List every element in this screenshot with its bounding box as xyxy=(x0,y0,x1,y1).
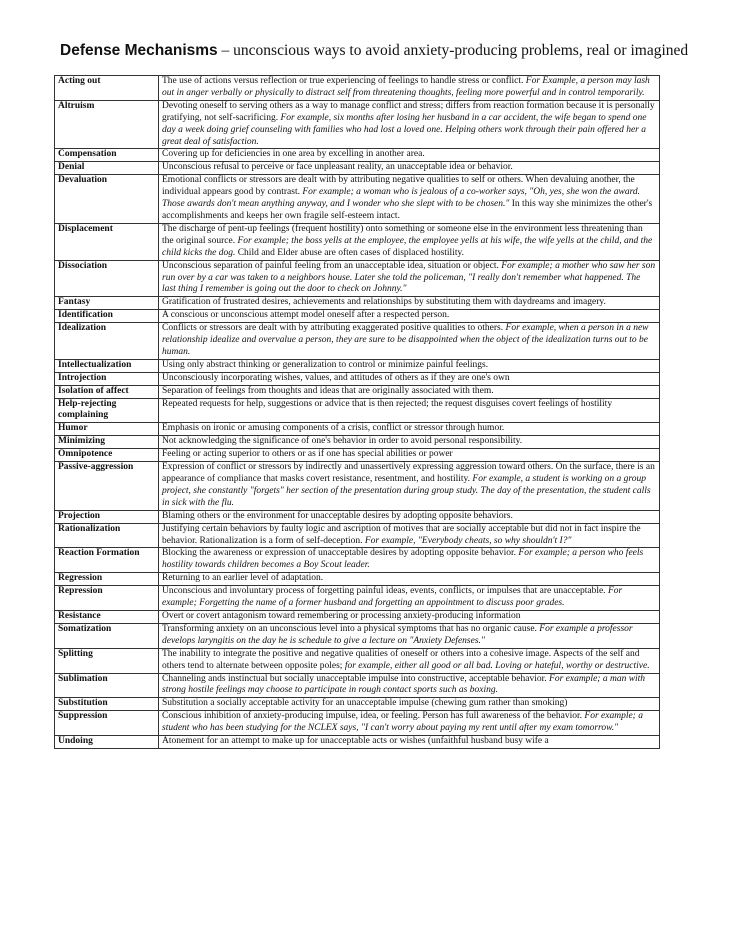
mechanism-term: Humor xyxy=(55,423,159,436)
mechanism-term: Compensation xyxy=(55,149,159,162)
definition-text: Justifying certain behaviors by faulty logic and ascription of motives that are socially acceptable but did not in fact inspire the behavior. Rationalization is a form of self-deception. xyxy=(162,523,641,546)
mechanism-term: Suppression xyxy=(55,711,159,736)
table-row xyxy=(55,462,660,511)
table-row xyxy=(55,449,660,462)
mechanism-term: Somatization xyxy=(55,623,159,648)
definition-text: Unconscious refusal to perceive or face unpleasant reality, an unacceptable idea or behavior. xyxy=(162,162,513,173)
table-row xyxy=(55,323,660,360)
table-row xyxy=(55,297,660,310)
definition-text: Blaming others or the environment for unacceptable desires by adopting opposite behaviors. xyxy=(162,510,513,521)
mechanism-definition xyxy=(159,323,660,360)
table-row xyxy=(55,436,660,449)
definition-example: For example, six months after losing her husband in a car accident, the wife began to spend one day a week doing grief counseling with families who had lost a loved one. Helping others work through their pain offered her a great deal of satisfaction. xyxy=(162,112,647,147)
definition-text: Blocking the awareness or expression of unacceptable desires by adopting opposite behavior. xyxy=(162,548,519,559)
table-body xyxy=(55,76,660,749)
mechanism-definition xyxy=(159,149,660,162)
table-row xyxy=(55,523,660,548)
definition-continuation: In this way she minimizes the other's accomplishments and keeps her own fragile self-esteem intact. xyxy=(162,199,653,221)
mechanism-term: Regression xyxy=(55,573,159,586)
mechanism-definition xyxy=(159,623,660,648)
mechanism-term: Isolation of affect xyxy=(55,385,159,398)
table-row xyxy=(55,711,660,736)
mechanism-definition xyxy=(159,175,660,224)
definition-text: The use of actions versus reflection or true experiencing of feelings to handle stress or conflict. xyxy=(162,76,526,86)
mechanism-definition xyxy=(159,523,660,548)
table-row xyxy=(55,359,660,372)
table-row xyxy=(55,398,660,423)
definition-text: Covering up for deficiencies in one area by excelling in another area. xyxy=(162,149,425,160)
definition-text: Expression of conflict or stressors by indirectly and unassertively expressing aggression toward others. On the surface, there is an appearance of compliance that masks covert resistance, resentment, and hostility. xyxy=(162,462,655,484)
table-row xyxy=(55,385,660,398)
mechanism-definition xyxy=(159,385,660,398)
title-bold: Defense Mechanisms xyxy=(60,42,218,59)
definition-text: Repeated requests for help, suggestions or advice that is then rejected; the request disguises covert feelings of hostility xyxy=(162,398,613,409)
definition-text: Unconscious separation of painful feeling from an unacceptable idea, situation or object. xyxy=(162,260,502,271)
table-row xyxy=(55,586,660,611)
mechanism-definition xyxy=(159,372,660,385)
mechanism-definition xyxy=(159,76,660,101)
table-row xyxy=(55,175,660,224)
definition-example: For example; a mother who saw her son run over by a car was taken to a neighbors house. Later she told the policeman, "I really don't remember what happened. The last thing I remember is going out the door to check on Johnny." xyxy=(162,260,656,295)
mechanism-term: Repression xyxy=(55,586,159,611)
mechanism-definition xyxy=(159,736,660,749)
mechanism-term: Dissociation xyxy=(55,260,159,297)
mechanism-definition xyxy=(159,423,660,436)
table-row xyxy=(55,648,660,673)
mechanism-definition xyxy=(159,223,660,260)
definition-text: Unconsciously incorporating wishes, values, and attitudes of others as if they are one's own xyxy=(162,372,510,383)
table-row xyxy=(55,423,660,436)
table-row xyxy=(55,372,660,385)
mechanism-definition xyxy=(159,449,660,462)
mechanism-term: Devaluation xyxy=(55,175,159,224)
definition-text: Substitution a socially acceptable activity for an unacceptable impulse (chewing gum rather than smoking) xyxy=(162,698,568,709)
mechanism-term: Fantasy xyxy=(55,297,159,310)
mechanism-term: Reaction Formation xyxy=(55,548,159,573)
mechanism-definition xyxy=(159,100,660,149)
mechanism-definition xyxy=(159,573,660,586)
mechanism-term: Help-rejecting complaining xyxy=(55,398,159,423)
mechanism-definition xyxy=(159,436,660,449)
table-row xyxy=(55,162,660,175)
mechanism-term: Passive-aggression xyxy=(55,462,159,511)
definition-text: Conflicts or stressors are dealt with by attributing exaggerated positive qualities to others. xyxy=(162,323,506,334)
definition-text: A conscious or unconscious attempt model oneself after a respected person. xyxy=(162,310,450,321)
definition-text: Overt or covert antagonism toward remembering or processing anxiety-producing information xyxy=(162,610,521,621)
mechanism-definition xyxy=(159,462,660,511)
table-row xyxy=(55,610,660,623)
mechanism-definition xyxy=(159,698,660,711)
table-row xyxy=(55,260,660,297)
definition-text: Devoting oneself to serving others as a way to manage conflict and stress; differs from reaction formation because it is personally gratifying, not self-sacrificing. xyxy=(162,100,655,123)
mechanism-term: Undoing xyxy=(55,736,159,749)
mechanism-term: Displacement xyxy=(55,223,159,260)
table-row xyxy=(55,149,660,162)
definition-text: The discharge of pent-up feelings (frequent hostility) onto something or someone else in the environment less threatening than the original source. xyxy=(162,223,643,246)
mechanism-definition xyxy=(159,398,660,423)
table-row xyxy=(55,548,660,573)
definition-text: Feeling or acting superior to others or as if one has special abilities or power xyxy=(162,449,453,460)
mechanism-term: Denial xyxy=(55,162,159,175)
mechanism-term: Introjection xyxy=(55,372,159,385)
definition-text: Channeling ands instinctual but socially unacceptable impulse into constructive, acceptable behavior. xyxy=(162,673,550,684)
definition-example: For example; a woman who is jealous of a co-worker says, "Oh, yes, she won the award. Those awards don't mean anything anyway, and I wonder who she slept with to be chosen." xyxy=(162,187,641,210)
definition-text: Using only abstract thinking or generalization to control or minimize painful feelings. xyxy=(162,359,489,370)
definition-example: For example; the boss yells at the employee, the employee yells at his wife, the wife yells at the child, and the child kicks the dog. xyxy=(162,235,653,258)
defense-mechanisms-table xyxy=(54,75,660,749)
mechanism-term: Acting out xyxy=(55,76,159,101)
mechanism-definition xyxy=(159,260,660,297)
mechanism-term: Minimizing xyxy=(55,436,159,449)
definition-text: Gratification of frustrated desires, achievements and relationships by substituting them with daydreams and imagery. xyxy=(162,297,606,308)
definition-text: Not acknowledging the significance of one's behavior in order to avoid personal responsibility. xyxy=(162,436,523,447)
mechanism-term: Substitution xyxy=(55,698,159,711)
table-row xyxy=(55,223,660,260)
mechanism-term: Intellectualization xyxy=(55,359,159,372)
table-row xyxy=(55,623,660,648)
table-row xyxy=(55,736,660,749)
definition-text: Atonement for an attempt to make up for unacceptable acts or wishes (unfaithful husband busy wife a xyxy=(162,736,549,747)
mechanism-term: Resistance xyxy=(55,610,159,623)
definition-example: For example; a person who feels hostility towards children becomes a Boy Scout leader. xyxy=(162,548,644,571)
mechanism-term: Identification xyxy=(55,310,159,323)
title-subtitle: – unconscious ways to avoid anxiety-producing problems, real or imagined xyxy=(217,42,689,59)
definition-continuation: Child and Elder abuse are often cases of displaced hostility. xyxy=(235,247,464,258)
definition-example: For example, when a person in a new relationship idealize and overvalue a person, they are sure to be disappointed when the object of the idealization turns out to be human. xyxy=(162,323,649,357)
mechanism-definition xyxy=(159,610,660,623)
mechanism-definition xyxy=(159,359,660,372)
definition-example: for example, either all good or all bad. Loving or hateful, worthy or destructive. xyxy=(344,660,650,671)
table-row xyxy=(55,698,660,711)
mechanism-definition xyxy=(159,673,660,698)
mechanism-term: Idealization xyxy=(55,323,159,360)
mechanism-definition xyxy=(159,297,660,310)
definition-example: For example; a man with strong hostile feelings may choose to participate in rough contact sports such as boxing. xyxy=(162,673,646,696)
mechanism-term: Omnipotence xyxy=(55,449,159,462)
mechanism-term: Rationalization xyxy=(55,523,159,548)
mechanism-definition xyxy=(159,711,660,736)
table-row xyxy=(55,100,660,149)
mechanism-definition xyxy=(159,648,660,673)
mechanism-definition xyxy=(159,162,660,175)
definition-example: For example a professor develops laryngitis on the day he is schedule to give a lecture on "Anxiety Defenses." xyxy=(162,623,633,646)
definition-text: The inability to integrate the positive and negative qualities of oneself or others into a cohesive image. Aspects of the self and others tend to alternate between opposite poles; xyxy=(162,648,640,671)
mechanism-definition xyxy=(159,586,660,611)
definition-example: For example; a student who has been studying for the NCLEX says, "I can't worry about paying my rent until after my exam tomorrow." xyxy=(162,711,643,734)
mechanism-definition xyxy=(159,310,660,323)
definition-text: Emphasis on ironic or amusing components of a crisis, conflict or stressor through humor. xyxy=(162,423,505,434)
table-row xyxy=(55,510,660,523)
definition-text: Separation of feelings from thoughts and ideas that are originally associated with them. xyxy=(162,385,494,396)
mechanism-term: Sublimation xyxy=(55,673,159,698)
table-row xyxy=(55,310,660,323)
mechanism-term: Altruism xyxy=(55,100,159,149)
table-row xyxy=(55,573,660,586)
definition-text: Transforming anxiety on an unconscious level into a physical symptoms that has no organic cause. xyxy=(162,623,540,634)
definition-text: Conscious inhibition of anxiety-producing impulse, idea, or feeling. Person has full awareness of the behavior. xyxy=(162,711,585,722)
definition-example: For example; Forgetting the name of a former husband and forgetting an appointment to discuss poor grades. xyxy=(162,586,623,609)
page-title xyxy=(60,42,688,60)
mechanism-definition xyxy=(159,548,660,573)
definition-text: Unconscious and involuntary process of forgetting painful ideas, events, conflicts, or impulses that are unacceptable. xyxy=(162,586,608,597)
definition-example: For Example, a person may lash out in anger verbally or physically to distract self from threatening thoughts, feeling more powerful and in control temporarily. xyxy=(162,76,650,98)
definition-example: For example, "Everybody cheats, so why shouldn't I?" xyxy=(364,535,572,546)
mechanism-term: Projection xyxy=(55,510,159,523)
definition-text: Emotional conflicts or stressors are dealt with by attributing negative qualities to self or others. When devaluing another, the individual appears good by contrast. xyxy=(162,175,635,198)
mechanism-term: Splitting xyxy=(55,648,159,673)
definition-text: Returning to an earlier level of adaptation. xyxy=(162,573,324,584)
definition-example: For example, a student is working on a group project, she constantly "forgets" her section of the presentation during group study. The day of the presentation, the student calls in sick with the flu. xyxy=(162,474,651,508)
mechanism-definition xyxy=(159,510,660,523)
table-row xyxy=(55,76,660,101)
table-row xyxy=(55,673,660,698)
